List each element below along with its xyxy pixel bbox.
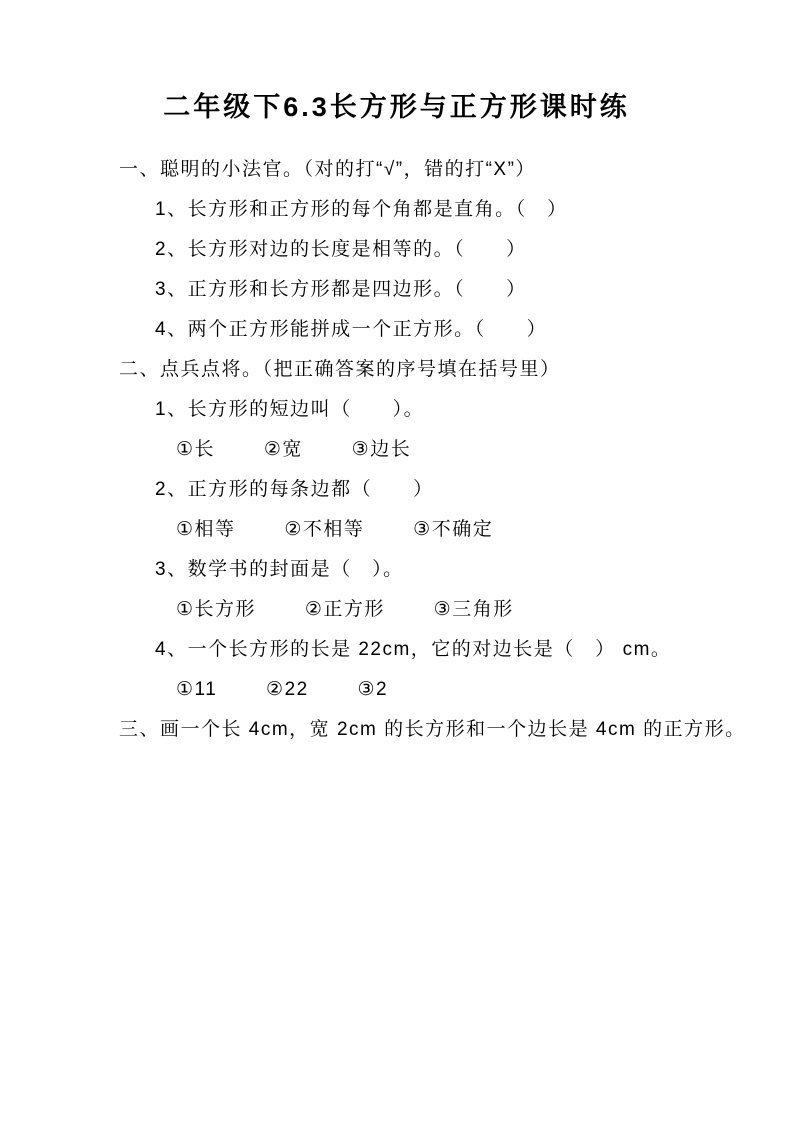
option-1: ①长方形 [176,599,257,620]
option-3: ③三角形 [433,599,514,620]
option-2: ②不相等 [284,519,365,540]
page-title: 二年级下6.3长方形与正方形课时练 [163,92,630,122]
option-2: ②22 [266,679,309,700]
option-1: ①相等 [176,519,236,540]
option-2: ②宽 [263,439,303,460]
option-3: ③不确定 [413,519,494,540]
section-2-heading: 二、点兵点将。（把正确答案的序号填在括号里） [119,359,561,380]
section-1-question-1: 1、长方形和正方形的每个角都是直角。（ ） [155,199,568,220]
section-2-question-4-options [0,670,793,710]
option-2: ②正方形 [304,599,385,620]
section-1-heading: 一、聪明的小法官。（对的打“√”，错的打“X”） [119,159,536,180]
section-2-question-4: 4、一个长方形的长是 22cm，它的对边长是（ ） cm。 [155,639,672,660]
section-2-question-2-options [0,510,793,550]
section-2-question-3-options [0,590,793,630]
section-2-question-2: 2、正方形的每条边都（ ） [155,479,434,500]
section-2-question-3: 3、数学书的封面是（ ）。 [155,559,404,580]
section-3-heading: 三、画一个长 4cm，宽 2cm 的长方形和一个边长是 4cm 的正方形。 [119,719,746,740]
section-2-question-1: 1、长方形的短边叫（ ）。 [155,399,425,420]
option-1: ①长 [176,439,216,460]
section-1-question-2: 2、长方形对边的长度是相等的。（ ） [155,239,527,260]
option-1: ①11 [176,679,218,700]
option-3: ③2 [357,679,389,700]
section-2-question-1-options [0,430,793,470]
section-1-question-4: 4、两个正方形能拼成一个正方形。（ ） [155,319,548,340]
option-3: ③边长 [351,439,412,460]
section-1-question-3: 3、正方形和长方形都是四边形。（ ） [155,279,527,300]
